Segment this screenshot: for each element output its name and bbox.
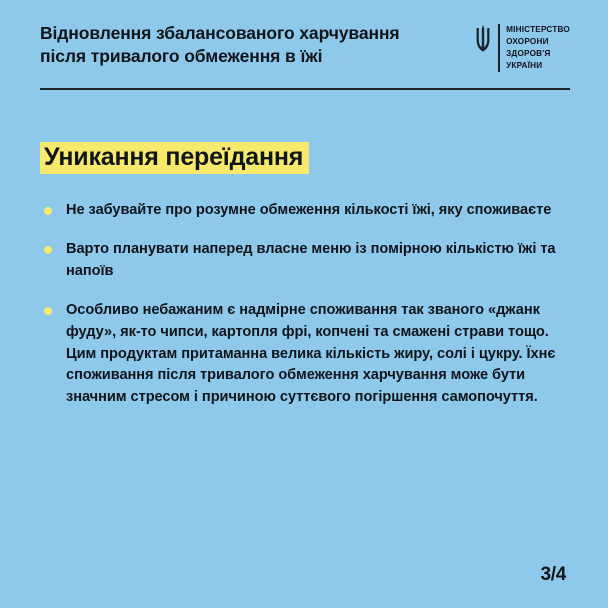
list-item-text: Не забувайте про розумне обмеження кількості їжі, яку споживаєте [66, 202, 552, 219]
bullet-list [40, 200, 570, 409]
logo-line-2: ОХОРОНИ [506, 36, 549, 46]
page-title: Відновлення збалансованого харчування після тривалого обмеження в їжі [40, 23, 400, 67]
slide-header [40, 22, 570, 72]
slide-footer [40, 564, 570, 590]
logo-line-4: УКРАЇНИ [506, 60, 543, 70]
slide-content [40, 142, 570, 564]
list-item [40, 200, 570, 222]
bullet-dot-icon [44, 207, 52, 215]
list-item-text: Варто планувати наперед власне меню із помірною кількістю їжі та напоїв [66, 240, 556, 279]
list-item-text: Особливо небажаним є надмірне споживання так званого «джанк фуду», як-то чипси, картопля фрі, копчені та смажені страви тощо. Цим продуктам притаманна велика кількість жиру, солі і цукру. Їхнє споживання після тривалого обмеження харчування може бути значним стресом і причиною суттєвого погіршення самопочуття. [66, 301, 556, 406]
header-divider [40, 88, 570, 90]
bullet-dot-icon [44, 307, 52, 315]
list-item [40, 239, 570, 283]
section-title: Уникання переїдання [40, 142, 309, 175]
logo-line-3: ЗДОРОВ'Я [506, 48, 551, 58]
logo-line-1: МІНІСТЕРСТВО [506, 25, 570, 34]
bullet-dot-icon [44, 246, 52, 254]
ministry-logo-text [498, 24, 570, 72]
ukraine-trident-icon [475, 24, 491, 56]
list-item [40, 300, 570, 409]
ministry-logo [475, 22, 570, 72]
page-number: 3/4 [540, 564, 566, 585]
